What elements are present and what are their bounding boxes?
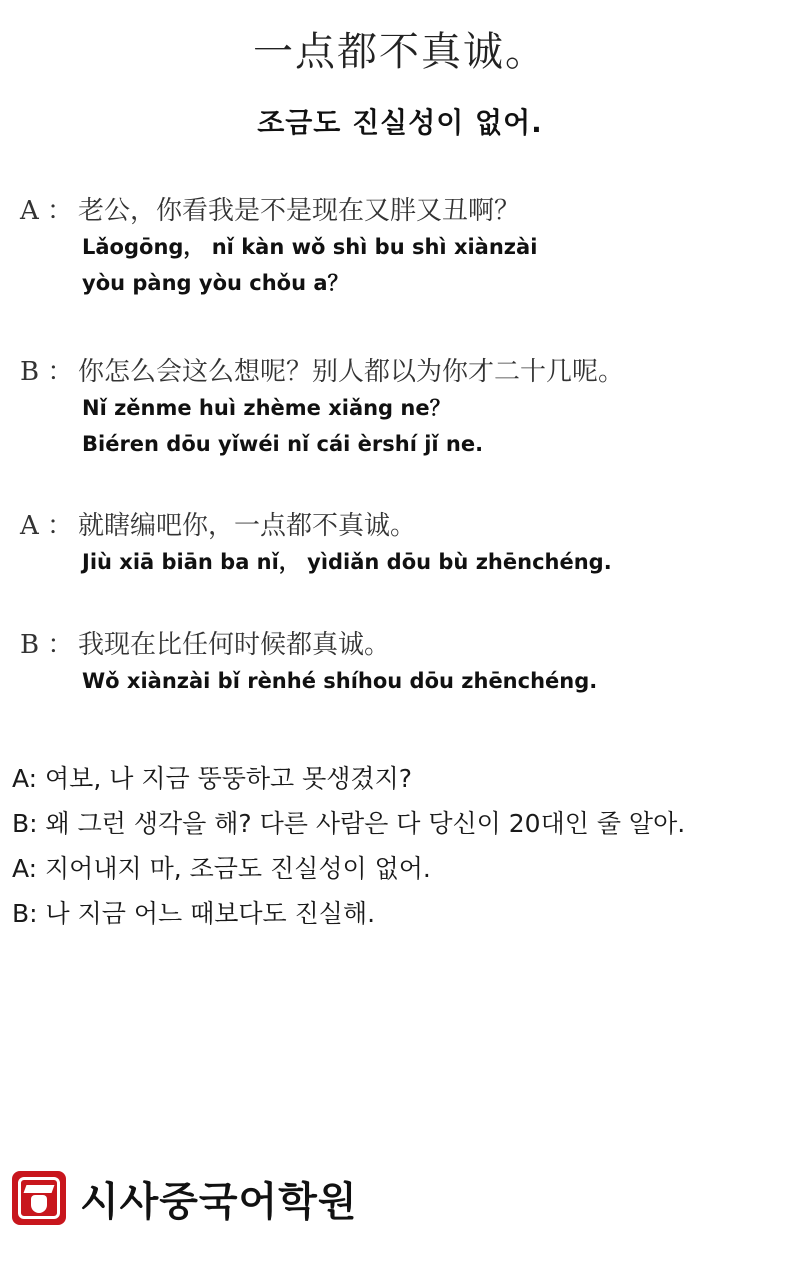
speaker-label: A ： <box>20 511 74 541</box>
korean-line: B: 나 지금 어느 때보다도 진실해. <box>12 899 376 928</box>
dialog-entry-3 <box>20 508 790 580</box>
speaker-label: A ： <box>20 196 74 226</box>
pinyin-line: Lǎogōng， nǐ kàn wǒ shì bu shì xiànzài <box>82 235 538 259</box>
pinyin-line: Nǐ zěnme huì zhème xiǎng ne？ <box>82 396 451 420</box>
dialog-entry-1 <box>20 193 790 301</box>
hanzi-text: 你怎么会这么想呢？别人都以为你才二十几呢。 <box>78 357 625 387</box>
dialog-hanzi-line <box>20 627 790 663</box>
page-title: 一点都不真诚。 <box>253 29 547 75</box>
korean-line: A: 여보, 나 지금 뚱뚱하고 못생겼지? <box>12 764 412 793</box>
dialog-hanzi-line <box>20 508 790 544</box>
hanzi-text: 老公，你看我是不是现在又胖又丑啊？ <box>78 196 521 226</box>
speaker-label: B ： <box>20 630 74 660</box>
dialog-hanzi-line <box>20 193 790 229</box>
page-subtitle: 조금도 진실성이 없어. <box>257 106 543 139</box>
dialog-entry-2 <box>20 354 790 462</box>
korean-line: B: 왜 그런 생각을 해? 다른 사람은 다 당신이 20대인 줄 알아. <box>12 809 686 838</box>
dialog-hanzi-line <box>20 354 790 390</box>
hanzi-text: 就瞎编吧你，一点都不真诚。 <box>78 511 417 541</box>
pinyin-line: Biéren dōu yǐwéi nǐ cái èrshí jǐ ne. <box>82 432 484 456</box>
logo-text: 시사중국어학원 <box>80 1178 358 1225</box>
dialog-entry-4 <box>20 627 790 699</box>
korean-line: A: 지어내지 마, 조금도 진실성이 없어. <box>12 854 431 883</box>
speaker-label: B ： <box>20 357 74 387</box>
brand-logo <box>12 1168 357 1228</box>
logo-emblem-icon <box>12 1171 66 1225</box>
pinyin-line: yòu pàng yòu chǒu a？ <box>82 271 349 295</box>
pinyin-line: Wǒ xiànzài bǐ rènhé shíhou dōu zhēnchéng. <box>82 669 598 693</box>
korean-translation <box>12 756 792 936</box>
pinyin-line: Jiù xiā biān ba nǐ， yìdiǎn dōu bù zhēnchéng. <box>82 550 612 574</box>
hanzi-text: 我现在比任何时候都真诚。 <box>78 630 391 660</box>
